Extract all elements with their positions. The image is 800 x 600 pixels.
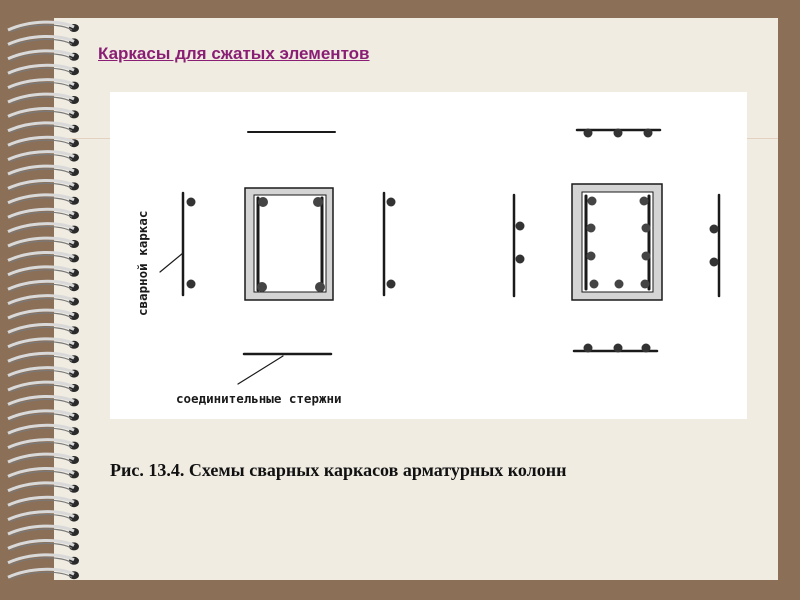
leader-line-welded-cage xyxy=(160,253,183,272)
connecting-bar-top-right xyxy=(577,129,660,138)
label-connecting-bars: соединительные стержни xyxy=(176,391,342,406)
welded-cage-left-b xyxy=(384,193,396,295)
welded-cage-right-a xyxy=(514,195,525,296)
figure-caption: Рис. 13.4. Схемы сварных каркасов арматурных колонн xyxy=(110,460,567,480)
welded-cage-left-a xyxy=(183,193,196,295)
welded-cage-right-b xyxy=(710,195,720,296)
connecting-bar-bottom-right xyxy=(574,344,657,353)
leader-line-connecting-bars xyxy=(238,356,283,384)
slide-title[interactable]: Каркасы для сжатых элементов xyxy=(98,44,370,63)
column-section-left xyxy=(245,188,333,300)
column-section-right xyxy=(572,184,662,300)
label-welded-cage: сварной каркас xyxy=(135,210,150,316)
